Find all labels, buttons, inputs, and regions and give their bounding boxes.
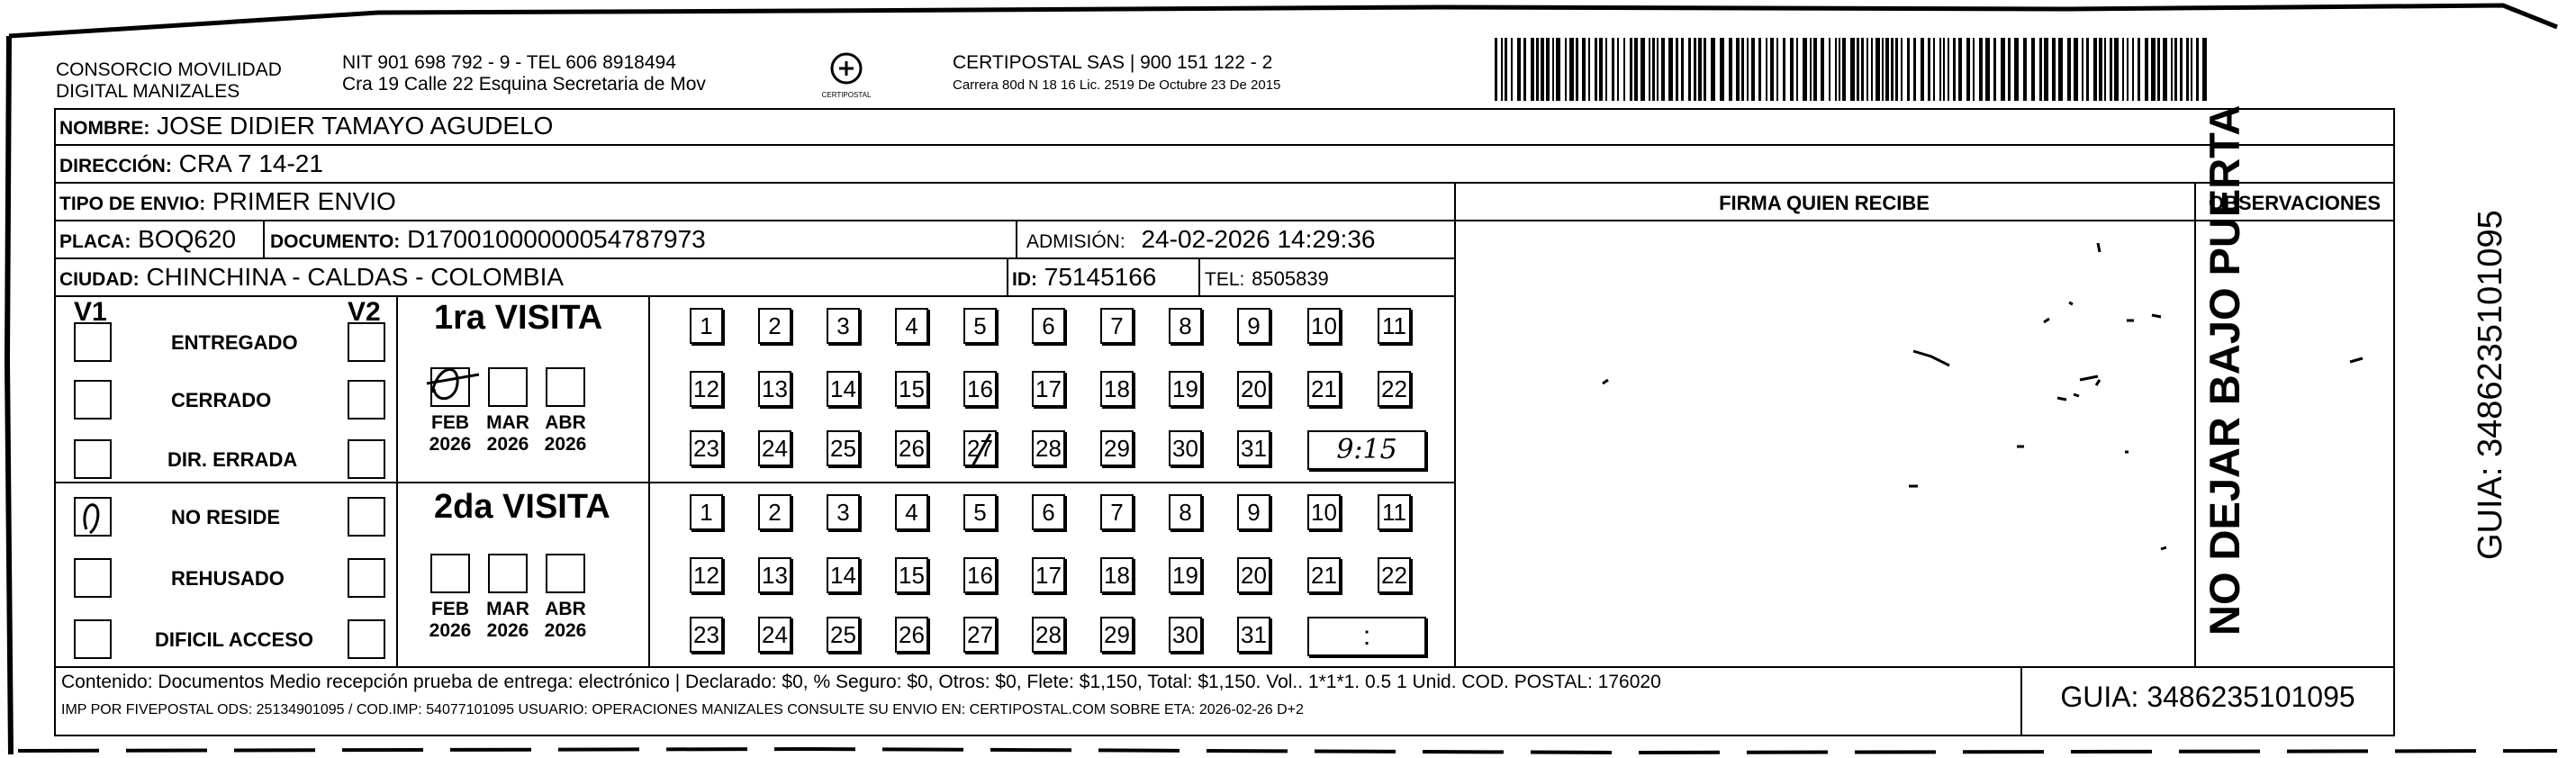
day-box[interactable]: 26 bbox=[895, 617, 928, 653]
day-box[interactable]: 3 bbox=[827, 308, 860, 344]
day-box[interactable]: 29 bbox=[1100, 617, 1134, 653]
barcode-bar bbox=[1517, 38, 1521, 101]
month-checkbox[interactable] bbox=[430, 554, 470, 593]
barcode-bar bbox=[2122, 38, 2124, 101]
id-label: ID: bbox=[1012, 269, 1037, 290]
barcode-bar bbox=[2082, 38, 2083, 101]
day-box[interactable]: 18 bbox=[1100, 557, 1134, 593]
day-box[interactable]: 23 bbox=[690, 430, 723, 466]
month-checkbox[interactable] bbox=[488, 367, 528, 407]
v2-label: V2 bbox=[348, 297, 381, 327]
status-reason-label: REHUSADO bbox=[171, 567, 285, 590]
barcode-bar bbox=[1885, 38, 1889, 101]
day-box[interactable]: 6 bbox=[1032, 494, 1065, 530]
day-box[interactable]: 7 bbox=[1100, 494, 1134, 530]
delivery-form bbox=[54, 108, 2395, 736]
barcode-bar bbox=[2191, 38, 2192, 101]
barcode-bar bbox=[2044, 38, 2048, 101]
barcode-bar bbox=[1979, 38, 1983, 101]
day-box[interactable]: 21 bbox=[1307, 371, 1341, 407]
barcode-bar bbox=[2202, 38, 2207, 101]
barcode-bar bbox=[1953, 38, 1956, 101]
barcode-bar bbox=[1913, 38, 1916, 101]
barcode-bar bbox=[1882, 38, 1884, 101]
day-box[interactable]: 27 bbox=[963, 617, 997, 653]
v1-checkbox[interactable] bbox=[74, 322, 112, 362]
v1-checkbox[interactable] bbox=[74, 439, 112, 479]
day-box[interactable]: 25 bbox=[827, 430, 860, 466]
barcode-bar bbox=[1652, 38, 1655, 101]
documento-value: D17001000000054787973 bbox=[407, 225, 706, 253]
day-box[interactable]: 9 bbox=[1237, 494, 1270, 530]
day-box[interactable]: 31 bbox=[1237, 617, 1270, 653]
barcode-bar bbox=[2151, 38, 2156, 101]
barcode-bar bbox=[1668, 38, 1673, 101]
footer-line2: IMP POR FIVEPOSTAL ODS: 25134901095 / COD.IMP: 54077101095 USUARIO: OPERACIONES MANIZALES CONSULTE SU ENVIO EN: CERTIPOSTAL.COM SOBRE ETA: 2026-02-26 D+2 bbox=[61, 702, 1304, 717]
barcode-bar bbox=[1861, 38, 1864, 101]
day-box[interactable]: 14 bbox=[827, 557, 860, 593]
barcode-bar bbox=[2186, 38, 2189, 101]
tel-cell bbox=[1205, 263, 1329, 294]
barcode-bar bbox=[1907, 38, 1910, 101]
barcode-bar bbox=[2067, 38, 2071, 101]
v2-checkbox[interactable] bbox=[348, 380, 385, 420]
month-name: MAR bbox=[486, 599, 529, 619]
barcode-bar bbox=[1842, 38, 1846, 101]
time-box[interactable]: 9:15 bbox=[1307, 430, 1426, 470]
day-box[interactable]: 29 bbox=[1100, 430, 1134, 466]
barcode-bar bbox=[1803, 38, 1807, 101]
barcode-bar bbox=[2127, 38, 2129, 101]
admision-label: ADMISIÓN: bbox=[1026, 231, 1125, 252]
barcode-bar bbox=[2039, 38, 2042, 101]
day-box[interactable]: 22 bbox=[1378, 557, 1411, 593]
barcode-bar bbox=[1928, 38, 1930, 101]
barcode-bar bbox=[2086, 38, 2089, 101]
barcode-bar bbox=[1810, 38, 1812, 101]
barcode-bar bbox=[1546, 38, 1550, 101]
barcode-bar bbox=[2145, 38, 2148, 101]
day-box[interactable]: 31 bbox=[1237, 430, 1270, 466]
barcode-bar bbox=[1966, 38, 1970, 101]
placa-cell bbox=[59, 225, 236, 257]
day-box[interactable]: 30 bbox=[1169, 617, 1202, 653]
barcode-bar bbox=[1958, 38, 1962, 101]
barcode-bar bbox=[1612, 38, 1614, 101]
barcode-bar bbox=[1736, 38, 1740, 101]
barcode-bar bbox=[1751, 38, 1755, 101]
day-box[interactable]: 28 bbox=[1032, 430, 1065, 466]
company-line1: CONSORCIO MOVILIDAD bbox=[56, 59, 282, 80]
barcode-bar bbox=[1552, 38, 1554, 101]
nombre-row bbox=[59, 112, 553, 143]
barcode-bar bbox=[1993, 38, 1996, 101]
barcode-bar bbox=[1565, 38, 1567, 101]
barcode-bar bbox=[2132, 38, 2134, 101]
day-box[interactable]: 26 bbox=[895, 430, 928, 466]
barcode-bar bbox=[1783, 38, 1785, 101]
month-label bbox=[538, 599, 592, 642]
barcode-bar bbox=[1495, 38, 1497, 101]
visit1-title: 1ra VISITA bbox=[434, 299, 603, 337]
day-box[interactable]: 28 bbox=[1032, 617, 1065, 653]
month-label bbox=[481, 599, 535, 642]
barcode-bar bbox=[1698, 38, 1702, 101]
day-box[interactable]: 22 bbox=[1378, 371, 1411, 407]
barcode-bar bbox=[1599, 38, 1603, 101]
day-box[interactable]: 25 bbox=[827, 617, 860, 653]
v2-checkbox[interactable] bbox=[348, 497, 385, 537]
barcode-bar bbox=[1891, 38, 1894, 101]
observaciones-header: OBSERVACIONES bbox=[2208, 192, 2382, 214]
day-box[interactable]: 23 bbox=[690, 617, 723, 653]
barcode-bar bbox=[2001, 38, 2005, 101]
v2-checkbox[interactable] bbox=[348, 619, 385, 659]
barcode-bar bbox=[2114, 38, 2119, 101]
barcode-bar bbox=[1661, 38, 1665, 101]
barcode-bar bbox=[1694, 38, 1696, 101]
barcode-bar bbox=[1617, 38, 1619, 101]
barcode-bar bbox=[1576, 38, 1578, 101]
ciudad-label: CIUDAD: bbox=[59, 269, 140, 290]
logo-icon bbox=[828, 50, 864, 86]
barcode-bar bbox=[1973, 38, 1975, 101]
barcode-bar bbox=[1741, 38, 1744, 101]
barcode-bar bbox=[1501, 38, 1503, 101]
ciudad-value: CHINCHINA - CALDAS - COLOMBIA bbox=[146, 263, 565, 291]
direccion-row bbox=[59, 149, 323, 181]
barcode-bar bbox=[1729, 38, 1732, 101]
barcode-bar bbox=[1511, 38, 1513, 101]
id-value: 75145166 bbox=[1044, 263, 1157, 291]
day-box[interactable]: 10 bbox=[1307, 494, 1341, 530]
day-box[interactable]: 16 bbox=[963, 557, 997, 593]
barcode-bar bbox=[2008, 38, 2011, 101]
day-box[interactable]: 6 bbox=[1032, 308, 1065, 344]
barcode-bar bbox=[1813, 38, 1817, 101]
barcode-bar bbox=[1776, 38, 1778, 101]
barcode-bar bbox=[1770, 38, 1774, 101]
barcode-bar bbox=[1839, 38, 1840, 101]
month-year: 2026 bbox=[486, 620, 529, 641]
month-name: MAR bbox=[486, 412, 529, 433]
handwritten-day-mark bbox=[963, 430, 999, 470]
barcode-bar bbox=[1876, 38, 1880, 101]
barcode-bar bbox=[2110, 38, 2112, 101]
nombre-label: NOMBRE: bbox=[59, 118, 150, 139]
day-box[interactable]: 21 bbox=[1307, 557, 1341, 593]
logo-text: CERTIPOSTAL bbox=[821, 91, 872, 99]
tel-label: TEL: bbox=[1205, 269, 1245, 290]
v1-checkbox[interactable] bbox=[74, 380, 112, 420]
day-box[interactable]: 13 bbox=[758, 557, 791, 593]
month-year: 2026 bbox=[544, 620, 587, 641]
barcode-bar bbox=[1605, 38, 1607, 101]
documento-label: DOCUMENTO: bbox=[270, 231, 401, 252]
barcode-bar bbox=[2196, 38, 2199, 101]
day-box[interactable]: 4 bbox=[895, 494, 928, 530]
barcode-bar bbox=[1790, 38, 1794, 101]
day-box[interactable]: 20 bbox=[1237, 371, 1270, 407]
barcode-bar bbox=[2031, 38, 2035, 101]
barcode-bar bbox=[2074, 38, 2078, 101]
barcode-bar bbox=[1766, 38, 1767, 101]
barcode-bar bbox=[1704, 38, 1706, 101]
barcode-bar bbox=[1857, 38, 1859, 101]
barcode-bar bbox=[1939, 38, 1941, 101]
placa-label: PLACA: bbox=[59, 231, 131, 252]
day-box[interactable]: 24 bbox=[758, 617, 791, 653]
day-box[interactable]: 27 bbox=[963, 430, 997, 466]
day-box[interactable]: 2 bbox=[758, 494, 791, 530]
documento-cell bbox=[270, 225, 706, 257]
nombre-value: JOSE DIDIER TAMAYO AGUDELO bbox=[157, 112, 554, 140]
barcode-bar bbox=[1688, 38, 1691, 101]
day-box[interactable]: 12 bbox=[690, 371, 723, 407]
barcode-bar bbox=[1569, 38, 1574, 101]
visit2-title: 2da VISITA bbox=[434, 488, 610, 526]
time-box[interactable]: : bbox=[1307, 617, 1426, 656]
barcode-bar bbox=[1595, 38, 1597, 101]
day-box[interactable]: 17 bbox=[1032, 557, 1065, 593]
day-box[interactable]: 4 bbox=[895, 308, 928, 344]
barcode-bar bbox=[1531, 38, 1534, 101]
footer-guia: GUIA: 3486235101095 bbox=[2060, 681, 2355, 713]
barcode-bar bbox=[1835, 38, 1837, 101]
barcode bbox=[1495, 38, 2215, 103]
barcode-bar bbox=[1676, 38, 1678, 101]
barcode-bar bbox=[2180, 38, 2183, 101]
day-box[interactable]: 12 bbox=[690, 557, 723, 593]
month-label bbox=[481, 412, 535, 456]
courier-line2: Carrera 80d N 18 16 Lic. 2519 De Octubre 23 De 2015 bbox=[953, 77, 1281, 93]
tipo-envio-value: PRIMER ENVIO bbox=[212, 187, 396, 215]
day-box[interactable]: 9 bbox=[1237, 308, 1270, 344]
month-name: FEB bbox=[431, 599, 469, 619]
month-checkbox[interactable] bbox=[488, 554, 528, 593]
v1-label: V1 bbox=[74, 297, 107, 327]
barcode-bar bbox=[1582, 38, 1586, 101]
month-name: ABR bbox=[545, 599, 586, 619]
barcode-bar bbox=[1556, 38, 1560, 101]
certipostal-logo bbox=[815, 50, 878, 99]
v1-checkbox[interactable] bbox=[74, 558, 112, 598]
barcode-bar bbox=[1681, 38, 1684, 101]
barcode-bar bbox=[2163, 38, 2167, 101]
barcode-bar bbox=[2157, 38, 2160, 101]
nit-line1: NIT 901 698 792 - 9 - TEL 606 8918494 bbox=[342, 52, 676, 73]
day-box[interactable]: 2 bbox=[758, 308, 791, 344]
month-checkbox[interactable] bbox=[546, 554, 585, 593]
day-box[interactable]: 19 bbox=[1169, 557, 1202, 593]
footer-line1: Contenido: Documentos Medio recepción prueba de entrega: electrónico | Declarado: $0, % Seguro: $0, Otros: $0, Flete: $1,150, Total: $1,150. Vol.. 1*1*1. 0.5 1 Unid. COD. POSTAL: 176020 bbox=[61, 672, 1661, 692]
barcode-bar bbox=[1943, 38, 1945, 101]
month-year: 2026 bbox=[429, 620, 472, 641]
day-box[interactable]: 15 bbox=[895, 371, 928, 407]
barcode-bar bbox=[1850, 38, 1855, 101]
barcode-bar bbox=[1985, 38, 1990, 101]
side-guia-text: GUIA: 3486235101095 bbox=[2472, 210, 2509, 560]
v2-checkbox[interactable] bbox=[348, 558, 385, 598]
barcode-bar bbox=[2099, 38, 2102, 101]
barcode-bar bbox=[2058, 38, 2063, 101]
tel-value: 8505839 bbox=[1252, 267, 1329, 290]
barcode-bar bbox=[1541, 38, 1544, 101]
day-box[interactable]: 13 bbox=[758, 371, 791, 407]
day-box[interactable]: 24 bbox=[758, 430, 791, 466]
barcode-bar bbox=[1866, 38, 1868, 101]
barcode-bar bbox=[1871, 38, 1873, 101]
barcode-bar bbox=[1829, 38, 1830, 101]
v2-checkbox[interactable] bbox=[348, 439, 385, 479]
barcode-bar bbox=[1588, 38, 1590, 101]
barcode-bar bbox=[2093, 38, 2097, 101]
signature-marks bbox=[1459, 225, 2395, 666]
barcode-bar bbox=[2138, 38, 2140, 101]
month-checkbox[interactable] bbox=[546, 367, 585, 407]
barcode-bar bbox=[1649, 38, 1650, 101]
barcode-bar bbox=[1796, 38, 1798, 101]
day-box[interactable]: 11 bbox=[1378, 494, 1411, 530]
direccion-value: CRA 7 14-21 bbox=[178, 149, 323, 177]
barcode-bar bbox=[1711, 38, 1715, 101]
barcode-bar bbox=[1523, 38, 1526, 101]
month-name: FEB bbox=[431, 412, 469, 433]
v1-checkbox[interactable] bbox=[74, 619, 112, 659]
day-box[interactable]: 1 bbox=[690, 494, 723, 530]
company-line2: DIGITAL MANIZALES bbox=[56, 81, 240, 102]
nit-info bbox=[342, 52, 706, 95]
month-year: 2026 bbox=[429, 434, 472, 455]
handwritten-check bbox=[74, 497, 112, 537]
ciudad-cell bbox=[59, 263, 564, 294]
status-reason-label: ENTREGADO bbox=[171, 331, 298, 354]
month-label bbox=[538, 412, 592, 456]
barcode-bar bbox=[2052, 38, 2056, 101]
month-year: 2026 bbox=[544, 434, 587, 455]
barcode-bar bbox=[1921, 38, 1924, 101]
barcode-bar bbox=[1933, 38, 1935, 101]
day-box[interactable]: 17 bbox=[1032, 371, 1065, 407]
day-box[interactable]: 8 bbox=[1169, 308, 1202, 344]
courier-line1: CERTIPOSTAL SAS | 900 151 122 - 2 bbox=[953, 52, 1273, 73]
day-box[interactable]: 11 bbox=[1378, 308, 1411, 344]
barcode-bar bbox=[1720, 38, 1724, 101]
barcode-bar bbox=[1821, 38, 1824, 101]
barcode-bar bbox=[1901, 38, 1903, 101]
day-box[interactable]: 15 bbox=[895, 557, 928, 593]
barcode-bar bbox=[1657, 38, 1659, 101]
day-box[interactable]: 1 bbox=[690, 308, 723, 344]
direccion-label: DIRECCIÓN: bbox=[59, 156, 172, 176]
month-label bbox=[423, 412, 477, 456]
barcode-bar bbox=[2174, 38, 2177, 101]
status-reason-label: DIR. ERRADA bbox=[167, 448, 298, 471]
barcode-bar bbox=[1948, 38, 1949, 101]
status-reason-label: NO RESIDE bbox=[171, 506, 281, 528]
barcode-bar bbox=[1536, 38, 1539, 101]
day-box[interactable]: 5 bbox=[963, 494, 997, 530]
id-cell bbox=[1012, 263, 1156, 294]
day-box[interactable]: 18 bbox=[1100, 371, 1134, 407]
barcode-bar bbox=[1623, 38, 1625, 101]
day-box[interactable]: 7 bbox=[1100, 308, 1134, 344]
barcode-bar bbox=[1895, 38, 1898, 101]
month-label bbox=[423, 599, 477, 642]
day-box[interactable]: 14 bbox=[827, 371, 860, 407]
barcode-bar bbox=[1630, 38, 1632, 101]
day-box[interactable]: 16 bbox=[963, 371, 997, 407]
day-box[interactable]: 19 bbox=[1169, 371, 1202, 407]
barcode-bar bbox=[1758, 38, 1761, 101]
month-name: ABR bbox=[545, 412, 586, 433]
courier-info bbox=[953, 52, 1280, 94]
barcode-bar bbox=[2014, 38, 2019, 101]
tipo-envio-row bbox=[59, 187, 396, 219]
day-box[interactable]: 10 bbox=[1307, 308, 1341, 344]
admision-cell bbox=[1026, 225, 1375, 257]
barcode-bar bbox=[2023, 38, 2027, 101]
day-box[interactable]: 5 bbox=[963, 308, 997, 344]
status-reason-label: DIFICIL ACCESO bbox=[155, 628, 314, 651]
no-dejar-text: NO DEJAR BAJO PUERTA bbox=[2201, 104, 2248, 636]
day-box[interactable]: 20 bbox=[1237, 557, 1270, 593]
day-box[interactable]: 30 bbox=[1169, 430, 1202, 466]
firma-header: FIRMA QUIEN RECIBE bbox=[1719, 192, 1930, 214]
admision-value: 24-02-2026 14:29:36 bbox=[1141, 225, 1376, 253]
nit-line2: Cra 19 Calle 22 Esquina Secretaria de Mov bbox=[342, 74, 706, 95]
placa-value: BOQ620 bbox=[138, 225, 237, 253]
handwritten-feb-mark bbox=[423, 356, 486, 411]
tipo-envio-label: TIPO DE ENVIO: bbox=[59, 194, 206, 214]
barcode-bar bbox=[1505, 38, 1507, 101]
day-box[interactable]: 8 bbox=[1169, 494, 1202, 530]
month-year: 2026 bbox=[486, 434, 529, 455]
day-box[interactable]: 3 bbox=[827, 494, 860, 530]
v2-checkbox[interactable] bbox=[348, 322, 385, 362]
barcode-bar bbox=[1641, 38, 1645, 101]
barcode-bar bbox=[2104, 38, 2106, 101]
status-reason-label: CERRADO bbox=[171, 389, 272, 411]
barcode-bar bbox=[1747, 38, 1749, 101]
company-name bbox=[56, 59, 282, 103]
barcode-bar bbox=[1634, 38, 1638, 101]
barcode-bar bbox=[2171, 38, 2173, 101]
